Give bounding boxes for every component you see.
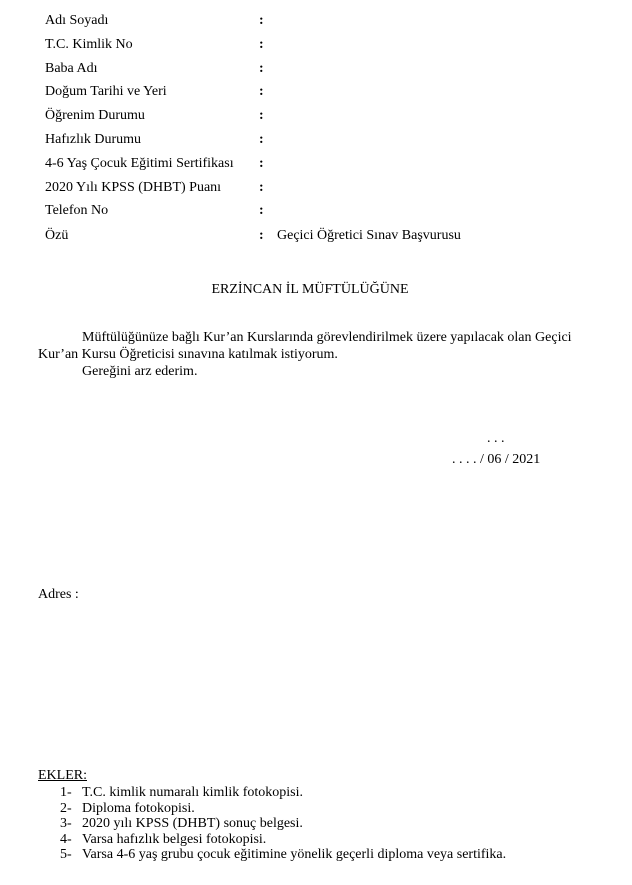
field-colon: : — [259, 37, 264, 52]
field-colon: : — [259, 132, 264, 147]
list-item — [60, 785, 506, 801]
petition-closing: Gereğini arz ederim. — [82, 364, 198, 379]
field-label: 2020 Yılı KPSS (DHBT) Puanı — [45, 180, 222, 195]
list-item — [60, 832, 506, 848]
field-label: Telefon No — [45, 203, 109, 218]
list-item-number: 5- — [60, 847, 72, 862]
field-label: Öğrenim Durumu — [45, 108, 145, 123]
list-item-number: 1- — [60, 785, 72, 800]
list-item-text: Varsa hafızlık belgesi fotokopisi. — [82, 831, 267, 847]
field-colon: : — [259, 13, 264, 28]
list-item-text: 2020 yılı KPSS (DHBT) sonuç belgesi. — [82, 816, 303, 831]
list-item-text: Varsa 4-6 yaş grubu çocuk eğitimine yönelik geçerli diploma veya sertifika. — [82, 847, 507, 862]
list-item-text: Diploma fotokopisi. — [82, 800, 195, 816]
petition-body — [38, 329, 598, 380]
field-colon: : — [259, 108, 264, 123]
attachments-title: EKLER: — [38, 768, 87, 783]
field-value: Geçici Öğretici Sınav Başvurusu — [277, 228, 461, 243]
list-item — [60, 816, 506, 832]
field-label: Özü — [45, 228, 69, 243]
field-colon: : — [259, 61, 264, 76]
field-label: Adı Soyadı — [45, 13, 109, 28]
field-colon: : — [259, 156, 264, 171]
signature-placeholder: . . . — [487, 431, 505, 446]
address-label: Adres : — [38, 587, 79, 602]
list-item-text: T.C. kimlik numaralı kimlik fotokopisi. — [82, 785, 304, 800]
field-colon: : — [259, 180, 264, 195]
field-label: Doğum Tarihi ve Yeri — [45, 84, 167, 99]
list-item-number: 4- — [60, 831, 72, 847]
attachments-list — [60, 785, 506, 863]
list-item — [60, 847, 506, 863]
field-colon: : — [259, 228, 264, 243]
list-item — [60, 801, 506, 817]
list-item-number: 2- — [60, 800, 72, 816]
field-label: 4-6 Yaş Çocuk Eğitimi Sertifikası — [45, 156, 234, 171]
field-colon: : — [259, 203, 264, 218]
petition-paragraph: Müftülüğünüze bağlı Kur’an Kurslarında görevlendirilmek üzere yapılacak olan Geçici Kur’an Kursu Öğreticisi sınavına katılmak istiyorum. — [38, 330, 572, 362]
field-label: Baba Adı — [45, 61, 98, 76]
addressee-heading: ERZİNCAN İL MÜFTÜLÜĞÜNE — [211, 282, 409, 297]
field-label: Hafızlık Durumu — [45, 132, 142, 147]
signature-date: . . . . / 06 / 2021 — [452, 452, 541, 467]
list-item-number: 3- — [60, 816, 72, 831]
field-label: T.C. Kimlik No — [45, 37, 133, 52]
field-colon: : — [259, 84, 264, 99]
